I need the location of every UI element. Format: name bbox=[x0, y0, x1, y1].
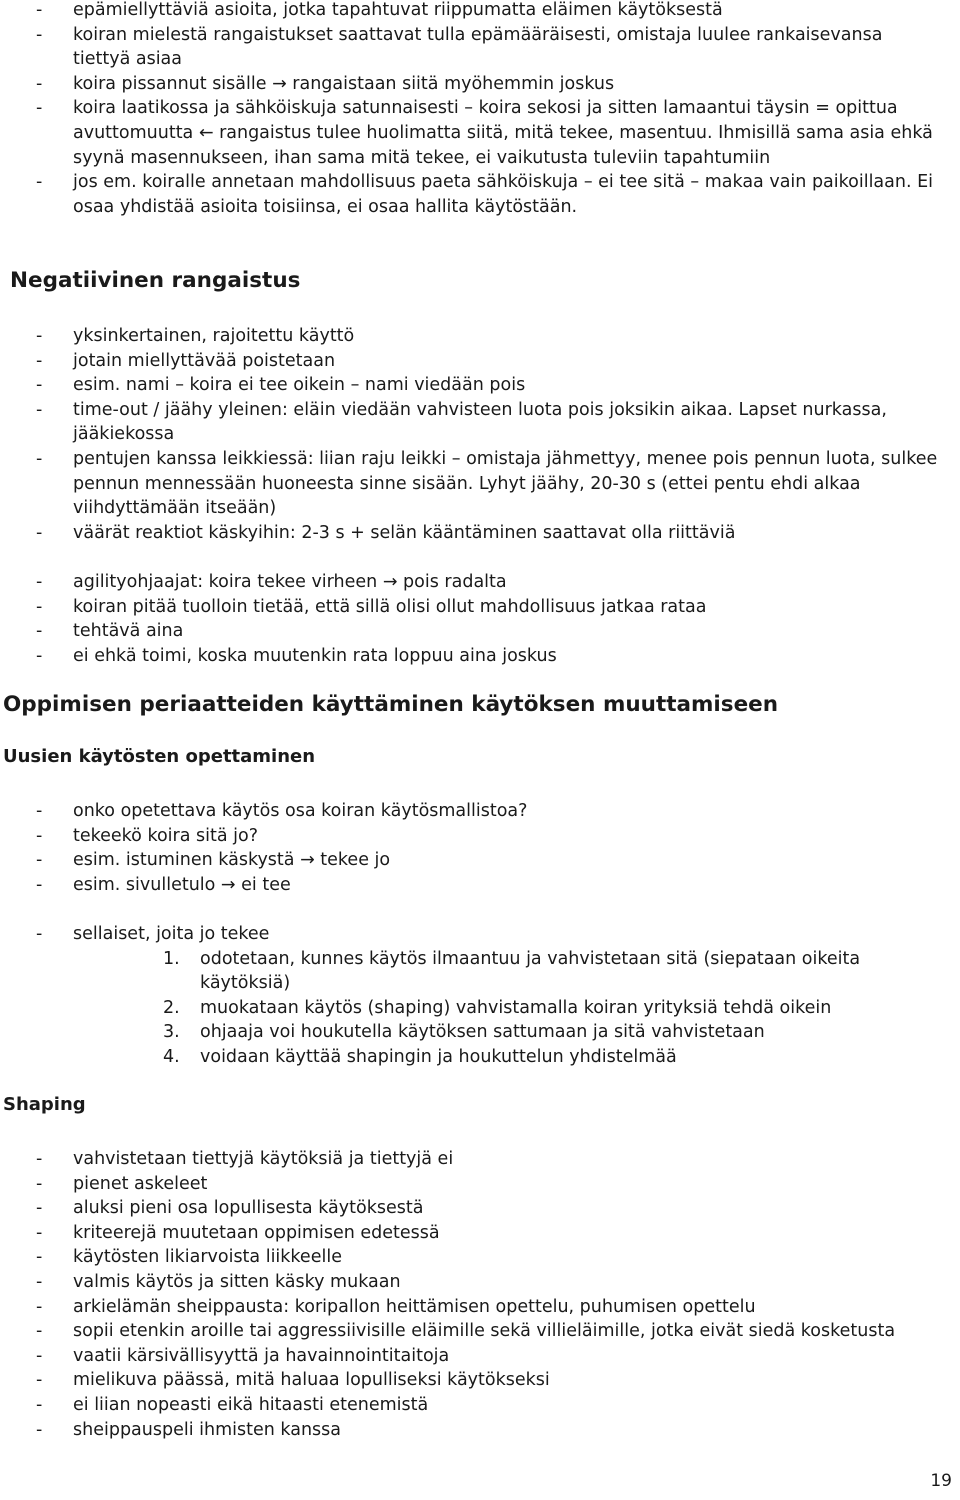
list-item: - koiran mielestä rangaistukset saattavat tulla epämääräisesti, omistaja luulee rankaisevansa tiettyä asiaa bbox=[36, 24, 883, 70]
list-item: - koira pissannut sisälle → rangaistaan siitä myöhemmin joskus bbox=[36, 73, 615, 94]
list-item: - onko opetettava käytös osa koiran käytösmallistoa? bbox=[36, 801, 528, 821]
list-item: - esim. sivulletulo → ei tee bbox=[36, 874, 291, 895]
numbered-item: 1. odotetaan, kunnes käytös ilmaantuu ja vahvistetaan sitä (siepataan oikeita käytöksiä) bbox=[163, 948, 861, 994]
list-item: - vaatii kärsivällisyyttä ja havainnointitaitoja bbox=[36, 1345, 450, 1366]
heading-new-behaviors: Uusien käytösten opettaminen bbox=[3, 746, 316, 767]
heading-shaping: Shaping bbox=[3, 1094, 86, 1115]
list-item: - esim. nami – koira ei tee oikein – nami viedään pois bbox=[36, 375, 526, 396]
list-item: - esim. istuminen käskystä → tekee jo bbox=[36, 850, 391, 871]
list-item: - ei liian nopeasti eikä hitaasti etenemistä bbox=[36, 1394, 429, 1415]
list-item: - sopii etenkin aroille tai aggressiivisille eläimille sekä villieläimille, jotka eivät siedä kosketusta bbox=[36, 1321, 896, 1342]
list-item: - epämiellyttäviä asioita, jotka tapahtuvat riippumatta eläimen käytöksestä bbox=[36, 0, 723, 20]
list-item: - pentujen kanssa leikkiessä: liian raju leikki – omistaja jähmettyy, menee pois pennun luota, sulkee pennun mennessään huoneesta sinne sisään. Lyhyt jäähy, 20-30 s (ettei pentu ehdi alkaa viihdyttämään itseään) bbox=[36, 448, 938, 519]
list-item: - valmis käytös ja sitten käsky mukaan bbox=[36, 1271, 401, 1292]
list-item: - kriteerejä muutetaan oppimisen edetessä bbox=[36, 1222, 440, 1243]
heading-learning-principles: Oppimisen periaatteiden käyttäminen käytöksen muuttamiseen bbox=[3, 692, 779, 717]
list-item: - yksinkertainen, rajoitettu käyttö bbox=[36, 326, 355, 346]
list-item: - vahvistetaan tiettyjä käytöksiä ja tiettyjä ei bbox=[36, 1149, 454, 1169]
heading-negative-punishment: Negatiivinen rangaistus bbox=[10, 268, 301, 293]
list-item: - ei ehkä toimi, koska muutenkin rata loppuu aina joskus bbox=[36, 645, 557, 666]
list-item: - koiran pitää tuolloin tietää, että sillä olisi ollut mahdollisuus jatkaa rataa bbox=[36, 596, 707, 617]
numbered-item: 3. ohjaaja voi houkutella käytöksen sattumaan ja sitä vahvistetaan bbox=[163, 1022, 765, 1043]
section-1-list bbox=[0, 0, 960, 219]
list-item: - käytösten likiarvoista liikkeelle bbox=[36, 1247, 342, 1268]
list-item: - tekeekö koira sitä jo? bbox=[36, 825, 258, 846]
list-item: - koira laatikossa ja sähköiskuja satunnaisesti – koira sekosi ja sitten lamaantui täysin = opittua avuttomuutta ← rangaistus tulee huolimatta siitä, mitä tekee, masentuu. Ihmisillä sama asia ehkä syynä masennukseen, ihan sama mitä tekee, ei vaikutusta tuleviin tapahtumiin bbox=[36, 98, 933, 168]
list-item: - sellaiset, joita jo tekee bbox=[36, 923, 270, 944]
list-item: - time-out / jäähy yleinen: eläin viedään vahvisteen luota pois joksikin aikaa. Lapset nurkassa, jääkiekossa bbox=[36, 399, 887, 445]
list-item: - jotain miellyttävää poistetaan bbox=[36, 350, 336, 371]
list-item: - jos em. koiralle annetaan mahdollisuus paeta sähköiskuja – ei tee sitä – makaa vain paikoillaan. Ei osaa yhdistää asioita toisiinsa, ei osaa hallita käytöstään. bbox=[36, 172, 934, 217]
numbered-item: 2. muokataan käytös (shaping) vahvistamalla koiran yrityksiä tehdä oikein bbox=[163, 997, 832, 1018]
section-4-list bbox=[0, 1147, 960, 1442]
section-3-list bbox=[0, 799, 960, 1070]
page-number: 19 bbox=[930, 1471, 952, 1492]
list-item: - aluksi pieni osa lopullisesta käytöksestä bbox=[36, 1198, 424, 1219]
list-item: - agilityohjaajat: koira tekee virheen → pois radalta bbox=[36, 571, 507, 592]
section-2-list bbox=[0, 324, 960, 668]
list-item: - pienet askeleet bbox=[36, 1173, 208, 1194]
list-item: - sheippauspeli ihmisten kanssa bbox=[36, 1419, 342, 1440]
numbered-item: 4. voidaan käyttää shapingin ja houkuttelun yhdistelmää bbox=[163, 1046, 677, 1067]
list-item: - tehtävä aina bbox=[36, 621, 184, 642]
list-item: - mielikuva päässä, mitä haluaa lopulliseksi käytökseksi bbox=[36, 1370, 550, 1391]
list-item: - arkielämän sheippausta: koripallon heittämisen opettelu, puhumisen opettelu bbox=[36, 1296, 756, 1317]
list-item: - väärät reaktiot käskyihin: 2-3 s + selän kääntäminen saattavat olla riittäviä bbox=[36, 522, 736, 543]
